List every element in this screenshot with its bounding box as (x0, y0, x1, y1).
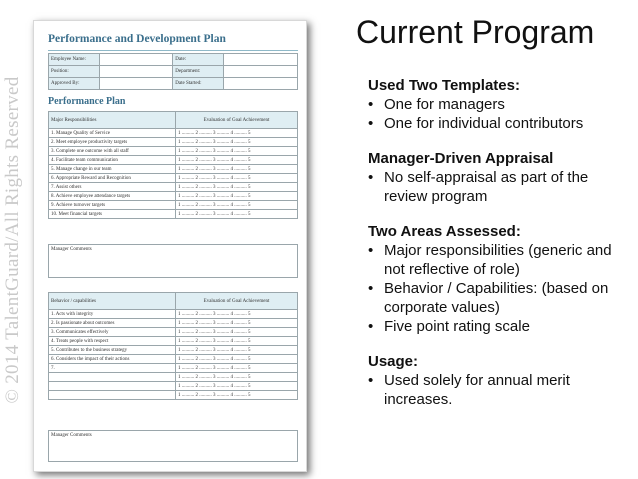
form-title-rule (48, 50, 298, 51)
info-value (99, 66, 173, 78)
responsibility-row (49, 147, 298, 156)
item-label: 6. Appropriate Reward and Recognition (49, 174, 176, 183)
rating-scale: 1 .......... 2 .......... 3 .......... 4 .......... 5 (176, 355, 298, 364)
copyright-sidebar (0, 0, 26, 479)
rating-scale: 1 .......... 2 .......... 3 .......... 4 .......... 5 (176, 337, 298, 346)
bullet-item: • Five point rating scale (368, 317, 630, 336)
bullet-list (368, 168, 630, 206)
item-label: 5. Contributes to the business strategy (49, 346, 176, 355)
section-heading: Two Areas Assessed: (368, 223, 521, 240)
item-label: 2. Is passionate about outcomes (49, 319, 176, 328)
slide-title: Current Program (356, 14, 595, 50)
responsibility-row (49, 165, 298, 174)
behavior-row (49, 364, 298, 373)
section-heading: Manager-Driven Appraisal (368, 150, 554, 167)
rating-scale: 1 .......... 2 .......... 3 .......... 4 .......... 5 (176, 210, 298, 219)
copyright-text: © 2014 TalentGuard/All Rights Reserved (2, 76, 23, 404)
info-row (49, 66, 298, 78)
bullet-item: • Used solely for annual merit increases. (368, 371, 630, 409)
section-appraisal (368, 149, 630, 206)
item-label: 4. Facilitate team communication (49, 156, 176, 165)
bullet-list (368, 241, 630, 336)
responsibility-row (49, 210, 298, 219)
item-label: 3. Complete one outcome with all staff (49, 147, 176, 156)
info-value (99, 78, 173, 90)
item-label: 3. Communicates effectively (49, 328, 176, 337)
rating-scale: 1 .......... 2 .......... 3 .......... 4 .......... 5 (176, 138, 298, 147)
behavior-row (49, 355, 298, 364)
manager-comments-box-2: Manager Comments (48, 430, 298, 462)
behaviors-table (48, 292, 298, 400)
rating-scale: 1 .......... 2 .......... 3 .......... 4 .......... 5 (176, 373, 298, 382)
performance-plan-form-image (33, 20, 307, 472)
item-label: 7. (49, 364, 176, 373)
item-label: 7. Assist others (49, 183, 176, 192)
evaluation-header: Evaluation of Goal Achievement (176, 112, 298, 129)
bullet-item: • One for individual contributors (368, 114, 630, 133)
item-label: 2. Meet employee productivity targets (49, 138, 176, 147)
rating-scale: 1 .......... 2 .......... 3 .......... 4 .......... 5 (176, 319, 298, 328)
rating-scale: 1 .......... 2 .......... 3 .......... 4 .......... 5 (176, 192, 298, 201)
rating-scale: 1 .......... 2 .......... 3 .......... 4 .......... 5 (176, 310, 298, 319)
info-row (49, 54, 298, 66)
info-label: Approved By: (49, 78, 100, 90)
responsibility-row (49, 174, 298, 183)
item-label: 8. Achieve employee attendance targets (49, 192, 176, 201)
behaviors-header-row (49, 293, 298, 310)
item-label: 9. Achieve turnover targets (49, 201, 176, 210)
info-value (224, 54, 298, 66)
info-row (49, 78, 298, 90)
form-title: Performance and Development Plan (48, 33, 226, 45)
responsibility-row (49, 201, 298, 210)
section-usage (368, 352, 630, 409)
behavior-row (49, 391, 298, 400)
item-label: 5. Manage change in our team (49, 165, 176, 174)
section-areas (368, 222, 630, 336)
evaluation-header-2: Evaluation of Goal Achievement (176, 293, 298, 310)
performance-plan-heading: Performance Plan (48, 96, 126, 107)
info-value (99, 54, 173, 66)
rating-scale: 1 .......... 2 .......... 3 .......... 4 .......... 5 (176, 183, 298, 192)
rating-scale: 1 .......... 2 .......... 3 .......... 4 .......... 5 (176, 328, 298, 337)
rating-scale: 1 .......... 2 .......... 3 .......... 4 .......... 5 (176, 156, 298, 165)
responsibility-row (49, 129, 298, 138)
rating-scale: 1 .......... 2 .......... 3 .......... 4 .......... 5 (176, 129, 298, 138)
responsibilities-header: Major Responsibilities (49, 112, 176, 129)
manager-comments-box-1: Manager Comments (48, 244, 298, 278)
behavior-row (49, 337, 298, 346)
rating-scale: 1 .......... 2 .......... 3 .......... 4 .......... 5 (176, 165, 298, 174)
item-label (49, 373, 176, 382)
rating-scale: 1 .......... 2 .......... 3 .......... 4 .......... 5 (176, 147, 298, 156)
info-value (224, 66, 298, 78)
behavior-row (49, 319, 298, 328)
item-label (49, 391, 176, 400)
behavior-row (49, 310, 298, 319)
bullet-item: • Major responsibilities (generic and not reflective of role) (368, 241, 630, 279)
responsibility-row (49, 192, 298, 201)
info-value (224, 78, 298, 90)
rating-scale: 1 .......... 2 .......... 3 .......... 4 .......... 5 (176, 382, 298, 391)
responsibilities-table (48, 111, 298, 219)
item-label (49, 382, 176, 391)
info-label: Date Started: (173, 78, 224, 90)
bullet-list (368, 95, 630, 133)
info-label: Date: (173, 54, 224, 66)
bullet-list (368, 371, 630, 409)
responsibility-row (49, 183, 298, 192)
behavior-row (49, 373, 298, 382)
item-label: 1. Manage Quality of Service (49, 129, 176, 138)
item-label: 4. Treats people with respect (49, 337, 176, 346)
section-heading: Usage: (368, 353, 419, 370)
section-templates (368, 76, 630, 133)
rating-scale: 1 .......... 2 .......... 3 .......... 4 .......... 5 (176, 174, 298, 183)
item-label: 10. Meet financial targets (49, 210, 176, 219)
info-label: Position: (49, 66, 100, 78)
section-heading: Used Two Templates: (368, 77, 520, 94)
responsibility-row (49, 138, 298, 147)
rating-scale: 1 .......... 2 .......... 3 .......... 4 .......... 5 (176, 346, 298, 355)
rating-scale: 1 .......... 2 .......... 3 .......... 4 .......... 5 (176, 201, 298, 210)
behavior-row (49, 328, 298, 337)
bullet-item: • No self-appraisal as part of the review program (368, 168, 630, 206)
responsibility-row (49, 156, 298, 165)
employee-info-table (48, 53, 298, 90)
item-label: 1. Acts with integrity (49, 310, 176, 319)
info-label: Department: (173, 66, 224, 78)
behavior-row (49, 382, 298, 391)
slide-content (368, 76, 630, 425)
rating-scale: 1 .......... 2 .......... 3 .......... 4 .......... 5 (176, 391, 298, 400)
bullet-item: • One for managers (368, 95, 630, 114)
rating-scale: 1 .......... 2 .......... 3 .......... 4 .......... 5 (176, 364, 298, 373)
bullet-item: • Behavior / Capabilities: (based on corporate values) (368, 279, 630, 317)
behavior-row (49, 346, 298, 355)
item-label: 6. Considers the impact of their actions (49, 355, 176, 364)
info-label: Employee Name: (49, 54, 100, 66)
behaviors-header: Behavior / capabilities (49, 293, 176, 310)
responsibilities-header-row (49, 112, 298, 129)
